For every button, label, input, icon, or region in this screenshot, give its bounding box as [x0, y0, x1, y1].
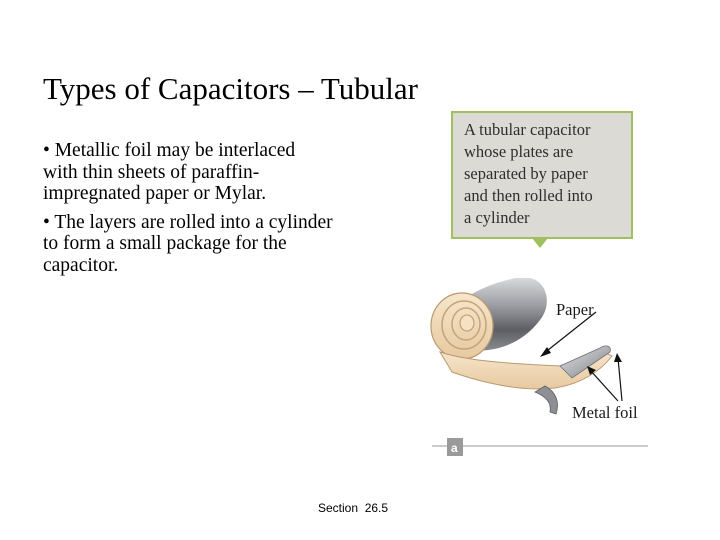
callout-box [452, 112, 632, 248]
callout-line-5: a cylinder [464, 208, 530, 227]
callout-line-3: separated by paper [464, 164, 588, 183]
callout-line-4: and then rolled into [464, 186, 593, 205]
section-footer: Section 26.5 [318, 501, 389, 515]
capacitor-illustration [431, 278, 622, 414]
bullet-item-rolled: • The layers are rolled into a cylinder to form a small package for the capacitor. [43, 211, 333, 276]
callout-line-2: whose plates are [464, 142, 574, 161]
metal-foil-label: Metal foil [572, 403, 638, 422]
foil-strip-lower [535, 386, 558, 414]
bullet-item-foil: • Metallic foil may be interlaced with thin sheets of paraffin-impregnated paper or Mylar. [43, 140, 296, 204]
slide-title: Types of Capacitors – Tubular [43, 71, 418, 106]
callout-line-1: A tubular capacitor [464, 120, 591, 139]
panel-badge-label: a [451, 441, 458, 455]
paper-label: Paper [556, 300, 594, 319]
